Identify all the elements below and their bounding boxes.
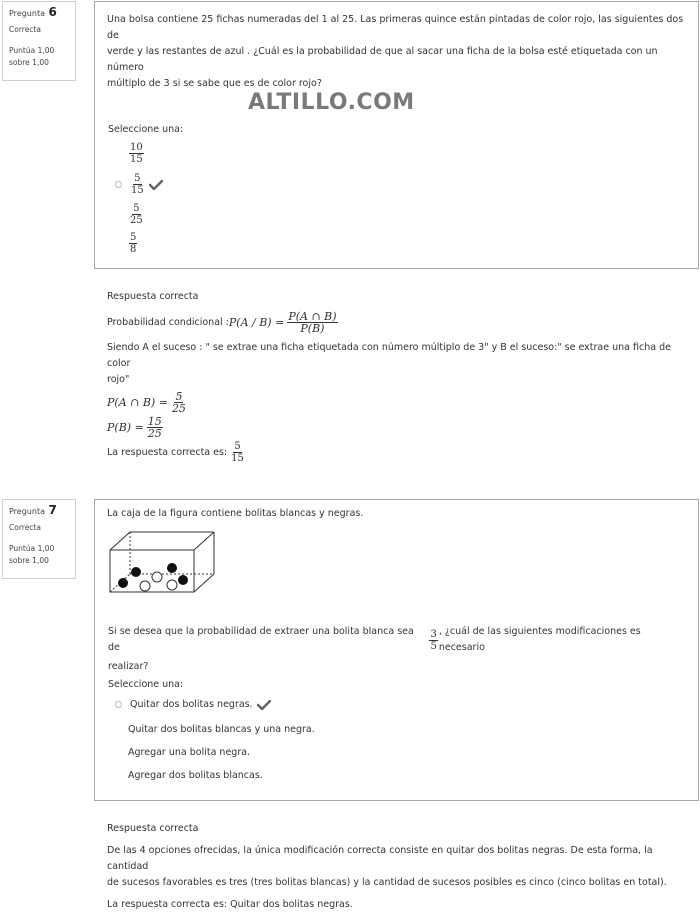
answer-option[interactable] [129,142,144,165]
answer-fraction [230,441,245,464]
question-text: La caja de la figura contiene bolitas blancas y negras. [107,508,364,519]
option-label: Quitar dos bolitas negras. [130,699,253,710]
black-ball [118,578,128,588]
feedback-title: Respuesta correcta [107,823,199,834]
question-number: 6 [48,5,57,19]
answer-option-selected[interactable] [115,699,271,710]
answer-option-selected[interactable] [115,173,163,196]
fraction-denominator: 15 [131,185,144,196]
option-label: Agregar dos bolitas blancas. [128,770,263,781]
fraction-denominator: P(B) [300,322,325,335]
conditional-label: Probabilidad condicional : [107,316,229,328]
option-label: Quitar dos bolitas blancas y una negra. [128,724,315,735]
question-info-6 [2,1,76,81]
fraction-denominator: 5 [430,640,437,652]
answer-option[interactable] [128,747,250,758]
option-fraction [129,203,144,226]
watermark: ALTILLO.COM [248,90,415,115]
question-info-7 [2,499,76,579]
question-number: 7 [48,503,57,517]
fraction-denominator: 25 [130,215,143,226]
feedback-title: Respuesta correcta [107,291,199,302]
option-fraction [130,173,145,196]
white-ball [167,580,177,590]
prompt-text: realizar? [108,661,149,672]
answer-option[interactable] [128,724,315,735]
fraction-numerator: 5 [134,173,141,184]
check-icon [149,180,163,190]
check-icon [257,700,271,710]
correct-answer: La respuesta correcta es: Quitar dos bolitas negras. [107,899,353,910]
answer-option[interactable] [129,203,144,226]
fraction-numerator: 5 [133,203,140,214]
fraction-denominator: 8 [130,244,137,255]
question-score: Puntúa 1,00 [9,544,55,553]
prompt-text: Si se desea que la probabilidad de extraer una bolita blanca sea de [108,626,414,653]
feedback-7 [107,821,692,913]
question-score-max: sobre 1,00 [9,556,49,565]
box-figure [108,530,216,594]
conditional-probability [107,311,692,334]
math-fraction [147,416,163,439]
question-score-max: sobre 1,00 [9,58,49,67]
black-ball [131,567,141,577]
prompt-fraction [429,629,437,652]
feedback-text-line: Siendo A el suceso : " se extrae una ficha etiquetada con número múltiplo de 3" y B el suceso:" se extrae una ficha de color [107,342,671,369]
feedback-explanation [107,843,692,891]
radio-button[interactable] [115,701,122,708]
question-box-6 [94,1,699,269]
question-text-line: verde y las restantes de azul . ¿Cuál es la probabilidad de que al sacar una ficha de la bolsa esté etiquetada con un número [107,46,658,73]
fraction-numerator: 15 [147,415,162,428]
question-box-7 [94,499,699,801]
math-fraction [171,391,187,414]
answer-option[interactable] [129,232,137,255]
question-number-7 [9,504,69,518]
feedback-text-line: rojo" [107,374,130,385]
fraction-denominator: 25 [171,402,186,415]
prob-b [107,416,692,439]
events-description [107,340,692,388]
black-ball [167,563,177,573]
answer-option[interactable] [128,770,263,781]
option-fraction [129,232,137,255]
prompt-line [108,624,688,656]
fraction-numerator: 3 [430,628,437,640]
conditional-fraction [287,311,337,334]
question-text [107,12,686,92]
radio-button[interactable] [115,181,122,188]
fraction-denominator: 15 [231,453,244,464]
white-ball [140,581,150,591]
feedback-text-line: de sucesos favorables es tres (tres bolitas blancas) y la cantidad de sucesos posibles es cinco (cinco bolitas en total). [107,877,667,888]
fraction-numerator: 5 [130,232,137,243]
question-status: Correcta [9,25,41,34]
math-lhs: P(A ∩ B) = [107,395,168,409]
fraction-numerator: 10 [130,142,143,153]
fraction-numerator: P(A ∩ B) [288,310,337,323]
option-label: Agregar una bolita negra. [128,747,251,758]
conditional-lhs: P(A / B) = [228,315,285,329]
question-status: Correcta [9,523,41,532]
question-text-line: múltiplo de 3 si se sabe que es de color rojo? [107,78,322,89]
fraction-denominator: 25 [147,427,162,440]
question-label: Pregunta [9,507,45,516]
prob-a-and-b [107,391,692,414]
fraction-denominator: 15 [130,154,143,165]
question-prompt [108,624,688,675]
question-label: Pregunta [9,9,45,18]
math-lhs: P(B) = [107,420,144,434]
feedback-6 [107,289,692,464]
feedback-text-line: De las 4 opciones ofrecidas, la única modificación correcta consiste en quitar dos bolitas negras. De esta forma, la cantidad [107,845,653,872]
white-ball [152,572,162,582]
fraction-numerator: 5 [234,441,241,452]
question-number-6 [9,6,69,20]
question-score: Puntúa 1,00 [9,46,55,55]
select-label: Seleccione una: [108,124,184,135]
black-ball [178,575,188,585]
prompt-text: , ¿cuál de las siguientes modificaciones es necesario [438,626,641,653]
select-label: Seleccione una: [108,679,184,690]
correct-answer [107,441,692,464]
correct-answer-label: La respuesta correcta es: [107,446,228,458]
question-text-line: Una bolsa contiene 25 fichas numeradas del 1 al 25. Las primeras quince están pintadas de color rojo, las siguientes dos de [107,14,684,41]
fraction-numerator: 5 [175,390,183,403]
option-fraction [129,142,144,165]
